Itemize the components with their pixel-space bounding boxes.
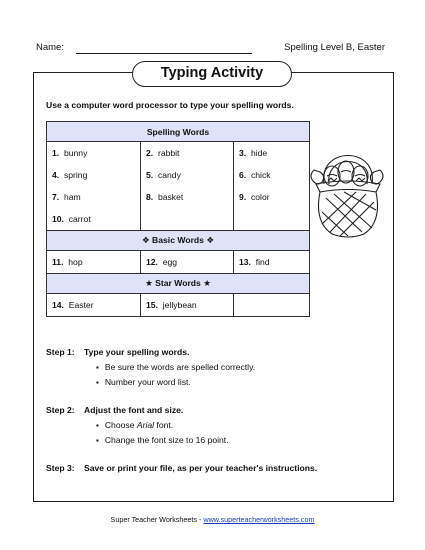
- word-number: 1.: [52, 148, 60, 158]
- word-number: 2.: [146, 148, 154, 158]
- spelling-word: spring: [63, 170, 88, 180]
- word-cell: [141, 142, 234, 165]
- word-cell: [141, 186, 234, 208]
- word-row: [47, 164, 310, 186]
- word-number: 14.: [52, 300, 64, 310]
- word-cell: [234, 294, 310, 317]
- step-label: Step 3:: [46, 463, 75, 473]
- footer: Super Teacher Worksheets - www.superteacherworksheets.com: [110, 515, 315, 524]
- word-cell: [47, 164, 141, 186]
- word-number: 6.: [239, 170, 247, 180]
- word-cell: [141, 164, 234, 186]
- name-line[interactable]: [76, 53, 252, 54]
- section-label: ★ Star Words ★: [47, 274, 310, 294]
- font-name: Arial: [136, 420, 155, 430]
- word-row: [47, 208, 310, 231]
- word-number: 13.: [239, 257, 251, 267]
- instructions: Use a computer word processor to type your spelling words.: [46, 100, 294, 110]
- spelling-word: candy: [157, 170, 181, 180]
- spelling-word: Easter: [68, 300, 94, 310]
- word-cell: [234, 142, 310, 165]
- spelling-word: basket: [157, 192, 184, 202]
- word-cell: [141, 251, 234, 274]
- star-words-band: [47, 274, 310, 294]
- step-3-heading: [46, 463, 317, 473]
- spelling-word: ham: [63, 192, 81, 202]
- step-bullet: ▪ Number your word list.: [96, 377, 191, 387]
- word-number: 3.: [239, 148, 247, 158]
- step-2-heading: [46, 405, 183, 415]
- word-number: 12.: [146, 257, 158, 267]
- basic-words-band: [47, 231, 310, 251]
- spelling-word: egg: [162, 257, 178, 267]
- spelling-word: hide: [250, 148, 268, 158]
- step-1-heading: [46, 347, 189, 357]
- word-cell: [234, 251, 310, 274]
- step-text: Type your spelling words.: [84, 347, 190, 357]
- spelling-word: carrot: [68, 214, 91, 224]
- word-cell: [47, 294, 141, 317]
- word-cell: [47, 208, 141, 231]
- worksheet-level: Spelling Level B, Easter: [284, 42, 385, 53]
- section-label: Spelling Words: [47, 122, 310, 142]
- footer-brand: Super Teacher Worksheets: [110, 515, 197, 524]
- word-cell: [141, 208, 234, 231]
- word-cell: [47, 186, 141, 208]
- page-title: Typing Activity: [132, 61, 292, 87]
- word-cell: [47, 142, 141, 165]
- spelling-words-band: [47, 122, 310, 142]
- word-number: 15.: [146, 300, 158, 310]
- word-cell: [141, 294, 234, 317]
- step-bullet: ▪ Be sure the words are spelled correctly.: [96, 362, 255, 372]
- step-label: Step 2:: [46, 405, 75, 415]
- word-cell: [234, 186, 310, 208]
- spelling-word: jellybean: [162, 300, 197, 310]
- footer-link[interactable]: www.superteacherworksheets.com: [203, 515, 315, 524]
- word-row: [47, 251, 310, 274]
- spelling-table: [46, 121, 310, 317]
- word-number: 8.: [146, 192, 154, 202]
- word-number: 9.: [239, 192, 247, 202]
- word-number: 7.: [52, 192, 60, 202]
- word-cell: [234, 164, 310, 186]
- word-cell: [47, 251, 141, 274]
- step-bullet: ▪ Choose Arial font.: [96, 420, 173, 430]
- word-row: [47, 186, 310, 208]
- word-number: 4.: [52, 170, 60, 180]
- section-label: ❖ Basic Words ❖: [47, 231, 310, 251]
- step-text: Save or print your file, as per your teacher's instructions.: [84, 463, 318, 473]
- word-number: 10.: [52, 214, 64, 224]
- header-row: [36, 42, 385, 56]
- step-bullet: ▪ Change the font size to 16 point.: [96, 435, 229, 445]
- word-number: 5.: [146, 170, 154, 180]
- easter-basket-icon: [308, 132, 388, 240]
- spelling-word: bunny: [63, 148, 88, 158]
- spelling-word: find: [255, 257, 270, 267]
- step-text: Adjust the font and size.: [84, 405, 184, 415]
- spelling-word: chick: [250, 170, 271, 180]
- spelling-word: hop: [68, 257, 83, 267]
- step-label: Step 1:: [46, 347, 75, 357]
- word-row: [47, 294, 310, 317]
- word-cell: [234, 208, 310, 231]
- word-row: [47, 142, 310, 165]
- word-number: 11.: [52, 257, 64, 267]
- spelling-word: color: [250, 192, 270, 202]
- name-label: Name:: [36, 42, 64, 53]
- spelling-word: rabbit: [157, 148, 180, 158]
